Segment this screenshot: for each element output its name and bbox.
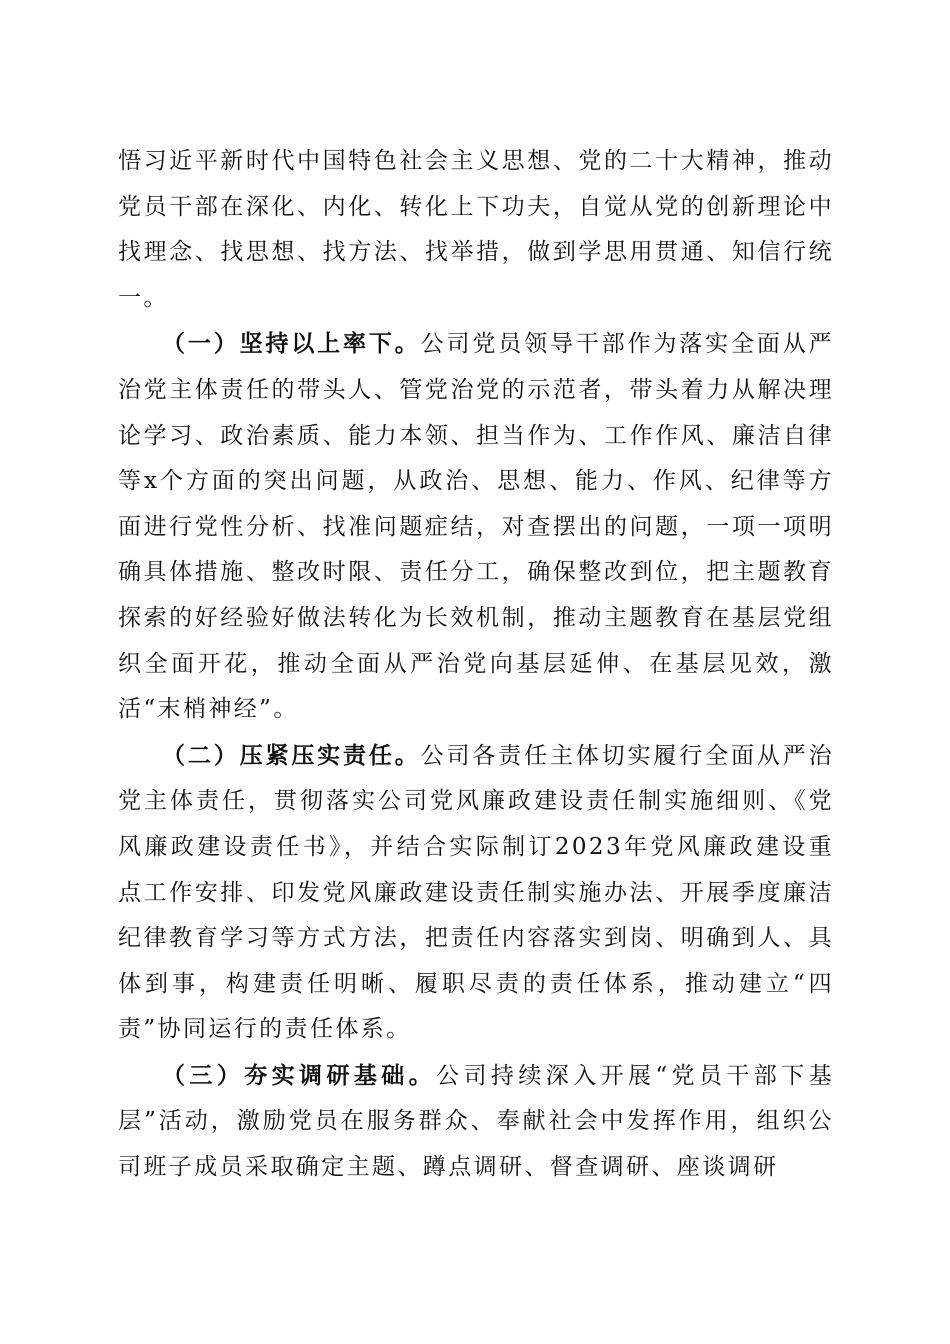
paragraph-text: 公司持续深入开展“党员干部下基层”活动，激励党员在服务群众、奉献社会中发挥作用，组织公司班子成员采取确定主题、蹲点调研、督查调研、座谈调研 [118,1062,835,1181]
section-heading-2: （二）压紧压实责任。 [162,741,421,769]
paragraph-research [118,1053,834,1191]
paragraph-text: 公司各责任主体切实履行全面从严治党主体责任，贯彻落实公司党风廉政建设责任制实施细则、《党风廉政建设责任书》，并结合实际制订2023年党风廉政建设重点工作安排、印发党风廉政建设责任制实施办法、开展季度廉洁纪律教育学习等方式方法，把责任内容落实到岗、明确到人、具体到事，构建责任明晰、履职尽责的责任体系，推动建立“四责”协同运行的责任体系。 [118,742,834,1043]
section-heading-1: （一）坚持以上率下。 [162,330,421,358]
paragraph-lead-by-example [118,321,834,732]
paragraph-text: 公司党员领导干部作为落实全面从严治党主体责任的带头人、管党治党的示范者，带头着力从解决理论学习、政治素质、能力本领、担当作为、工作作风、廉洁自律等x个方面的突出问题，从政治、思想、能力、作风、纪律等方面进行党性分析、找准问题症结，对查摆出的问题，一项一项明确具体措施、整改时限、责任分工，确保整改到位，把主题教育探索的好经验好做法转化为长效机制，推动主题教育在基层党组织全面开花，推动全面从严治党向基层延伸、在基层见效，激活“末梢神经”。 [118,331,834,723]
paragraph-responsibility [118,733,834,1053]
document-body [118,139,834,1191]
paragraph-continuation [118,139,834,321]
section-heading-3: （三）夯实调研基础。 [162,1061,437,1089]
paragraph-text: 悟习近平新时代中国特色社会主义思想、党的二十大精神，推动党员干部在深化、内化、转化上下功夫，自觉从党的创新理论中找理念、找思想、找方法、找举措，做到学思用贯通、知信行统一。 [118,148,834,311]
